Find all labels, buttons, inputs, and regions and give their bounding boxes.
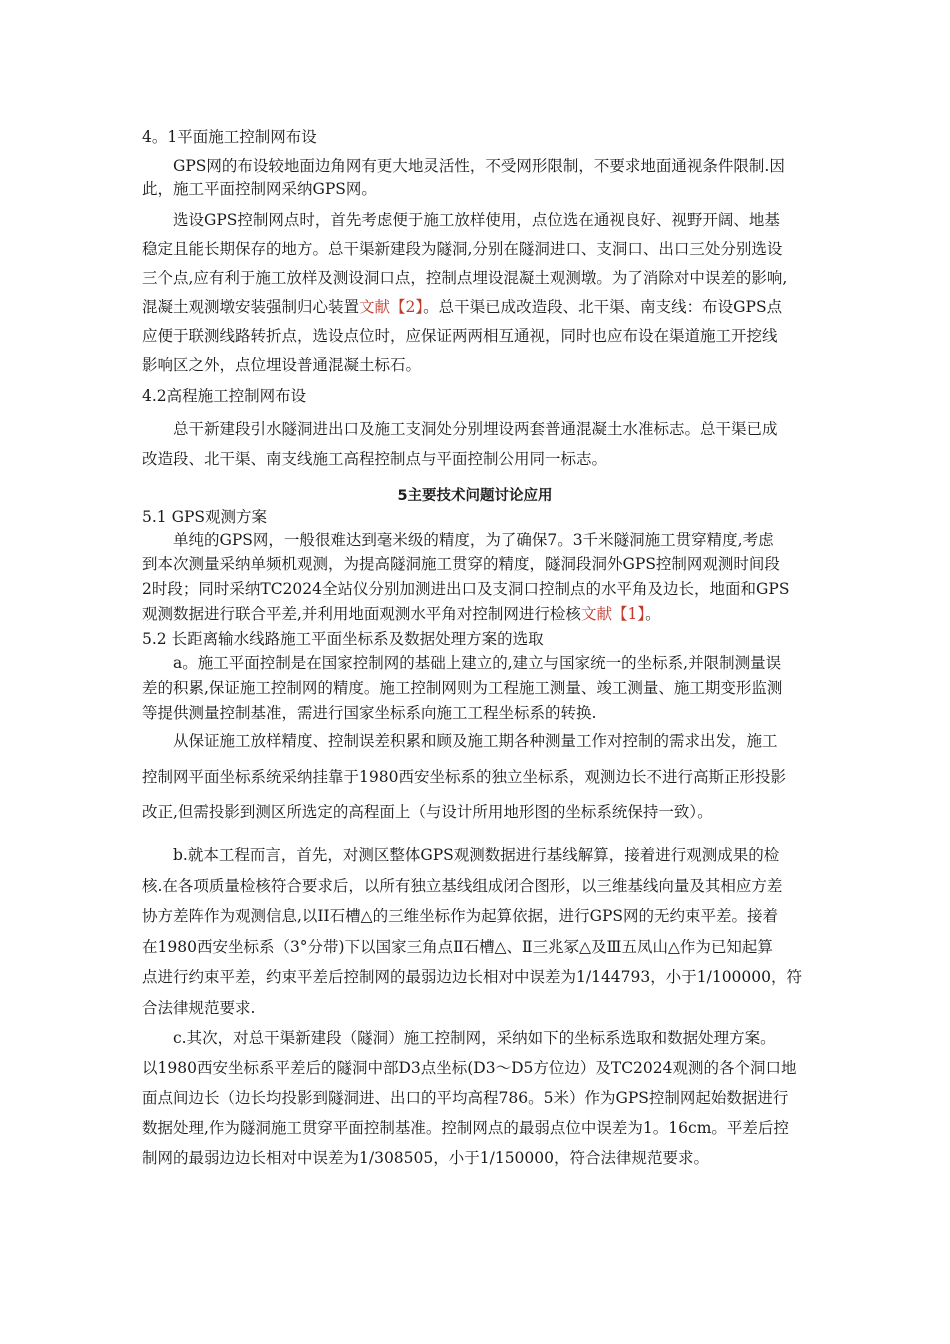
- paragraph-line: 合法律规范要求.: [142, 999, 256, 1017]
- paragraph-text: 。: [645, 605, 661, 623]
- paragraph-line: 等提供测量控制基准，需进行国家坐标系向施工工程坐标系的转换.: [142, 704, 597, 722]
- paragraph-line: 影响区之外，点位埋设普通混凝土标石。: [142, 356, 422, 374]
- paragraph-line: 应便于联测线路转折点，选设点位时，应保证两两相互通视，同时也应布设在渠道施工开挖线: [142, 327, 778, 345]
- paragraph-line: 改造段、北干渠、南支线施工高程控制点与平面控制公用同一标志。: [142, 450, 608, 468]
- section-5-2-heading: 5.2 长距离输水线路施工平面坐标系及数据处理方案的选取: [142, 630, 544, 648]
- paragraph-line: 以1980西安坐标系平差后的隧洞中部D3点坐标(D3～D5方位边）及TC2024观测的各个洞口地: [142, 1059, 797, 1077]
- paragraph-line: 制网的最弱边边长相对中误差为1/308505，小于1/150000，符合法律规范要求。: [142, 1149, 710, 1167]
- paragraph-line: 数据处理,作为隧洞施工贯穿平面控制基准。控制网点的最弱点位中误差为1。16cm。平差后控: [142, 1119, 789, 1137]
- paragraph-line: 总干新建段引水隧洞进出口及施工支洞处分别埋设两套普通混凝土水准标志。总干渠已成: [173, 420, 778, 438]
- section-5-1-heading: 5.1 GPS观测方案: [142, 508, 268, 526]
- paragraph-line: 到本次测量采纳单频机观测，为提高隧洞施工贯穿的精度，隧洞段洞外GPS控制网观测时间段: [142, 555, 780, 573]
- paragraph-line: 从保证施工放样精度、控制误差积累和顾及施工期各种测量工作对控制的需求出发，施工: [173, 732, 778, 750]
- paragraph-line: 差的积累,保证施工控制网的精度。施工控制网则为工程施工测量、竣工测量、施工期变形监测: [142, 679, 783, 697]
- paragraph-line: GPS网的布设较地面边角网有更大地灵活性，不受网形限制，不要求地面通视条件限制.因: [173, 157, 785, 175]
- reference-link[interactable]: 文献【2】: [359, 298, 424, 316]
- paragraph-line-with-reference: [142, 297, 782, 317]
- paragraph-line: 在1980西安坐标系（3°分带)下以国家三角点Ⅱ石槽△、Ⅱ三兆冢△及Ⅲ五凤山△作为已知起算: [142, 938, 773, 956]
- paragraph-line: 核.在各项质量检核符合要求后，以所有独立基线组成闭合图形，以三维基线向量及其相应方差: [142, 877, 783, 895]
- paragraph-line: a。施工平面控制是在国家控制网的基础上建立的,建立与国家统一的坐标系,并限制测量误: [173, 654, 782, 672]
- paragraph-text: 混凝土观测墩安装强制归心装置: [142, 298, 360, 316]
- paragraph-line: 改正,但需投影到测区所选定的高程面上（与设计所用地形图的坐标系统保持一致）。: [142, 803, 713, 821]
- paragraph-line: c.其次，对总干渠新建段（隧洞）施工控制网，采纳如下的坐标系选取和数据处理方案。: [173, 1029, 776, 1047]
- paragraph-line: 单纯的GPS网，一般很难达到毫米级的精度，为了确保7。3千米隧洞施工贯穿精度,考虑: [173, 531, 774, 549]
- paragraph-line: 协方差阵作为观测信息,以II石槽△的三维坐标作为起算依据，进行GPS网的无约束平差。接着: [142, 907, 779, 925]
- reference-link[interactable]: 文献【1】: [580, 605, 646, 623]
- paragraph-line-with-reference: [142, 604, 661, 624]
- paragraph-text: 观测数据进行联合平差,并利用地面观测水平角对控制网进行检核: [142, 605, 581, 623]
- paragraph-line: 控制网平面坐标系统采纳挂靠于1980西安坐标系的独立坐标系，观测边长不进行高斯正形投影: [142, 768, 786, 786]
- paragraph-text: 。总干渠已成改造段、北干渠、南支线：布设GPS点: [423, 298, 783, 316]
- paragraph-line: 2时段；同时采纳TC2024全站仪分别加测进出口及支洞口控制点的水平角及边长，地面和GPS: [142, 580, 790, 598]
- section-4-1-heading: 4。1平面施工控制网布设: [142, 128, 317, 146]
- paragraph-line: 选设GPS控制网点时，首先考虑便于施工放样使用，点位选在通视良好、视野开阔、地基: [173, 211, 780, 229]
- section-4-2-heading: 4.2高程施工控制网布设: [142, 387, 307, 405]
- paragraph-line: 三个点,应有利于施工放样及测设洞口点，控制点埋设混凝土观测墩。为了消除对中误差的影响,: [142, 269, 788, 287]
- paragraph-line: 点进行约束平差，约束平差后控制网的最弱边边长相对中误差为1/144793，小于1/100000，符: [142, 968, 803, 986]
- paragraph-line: 面点间边长（边长均投影到隧洞进、出口的平均高程786。5米）作为GPS控制网起始数据进行: [142, 1089, 789, 1107]
- paragraph-line: 稳定且能长期保存的地方。总干渠新建段为隧洞,分别在隧洞进口、支洞口、出口三处分别选设: [142, 240, 783, 258]
- paragraph-line: b.就本工程而言，首先，对测区整体GPS观测数据进行基线解算，接着进行观测成果的检: [173, 846, 780, 864]
- section-5-heading: 5主要技术问题讨论应用: [397, 488, 553, 504]
- paragraph-line: 此，施工平面控制网采纳GPS网。: [142, 180, 377, 198]
